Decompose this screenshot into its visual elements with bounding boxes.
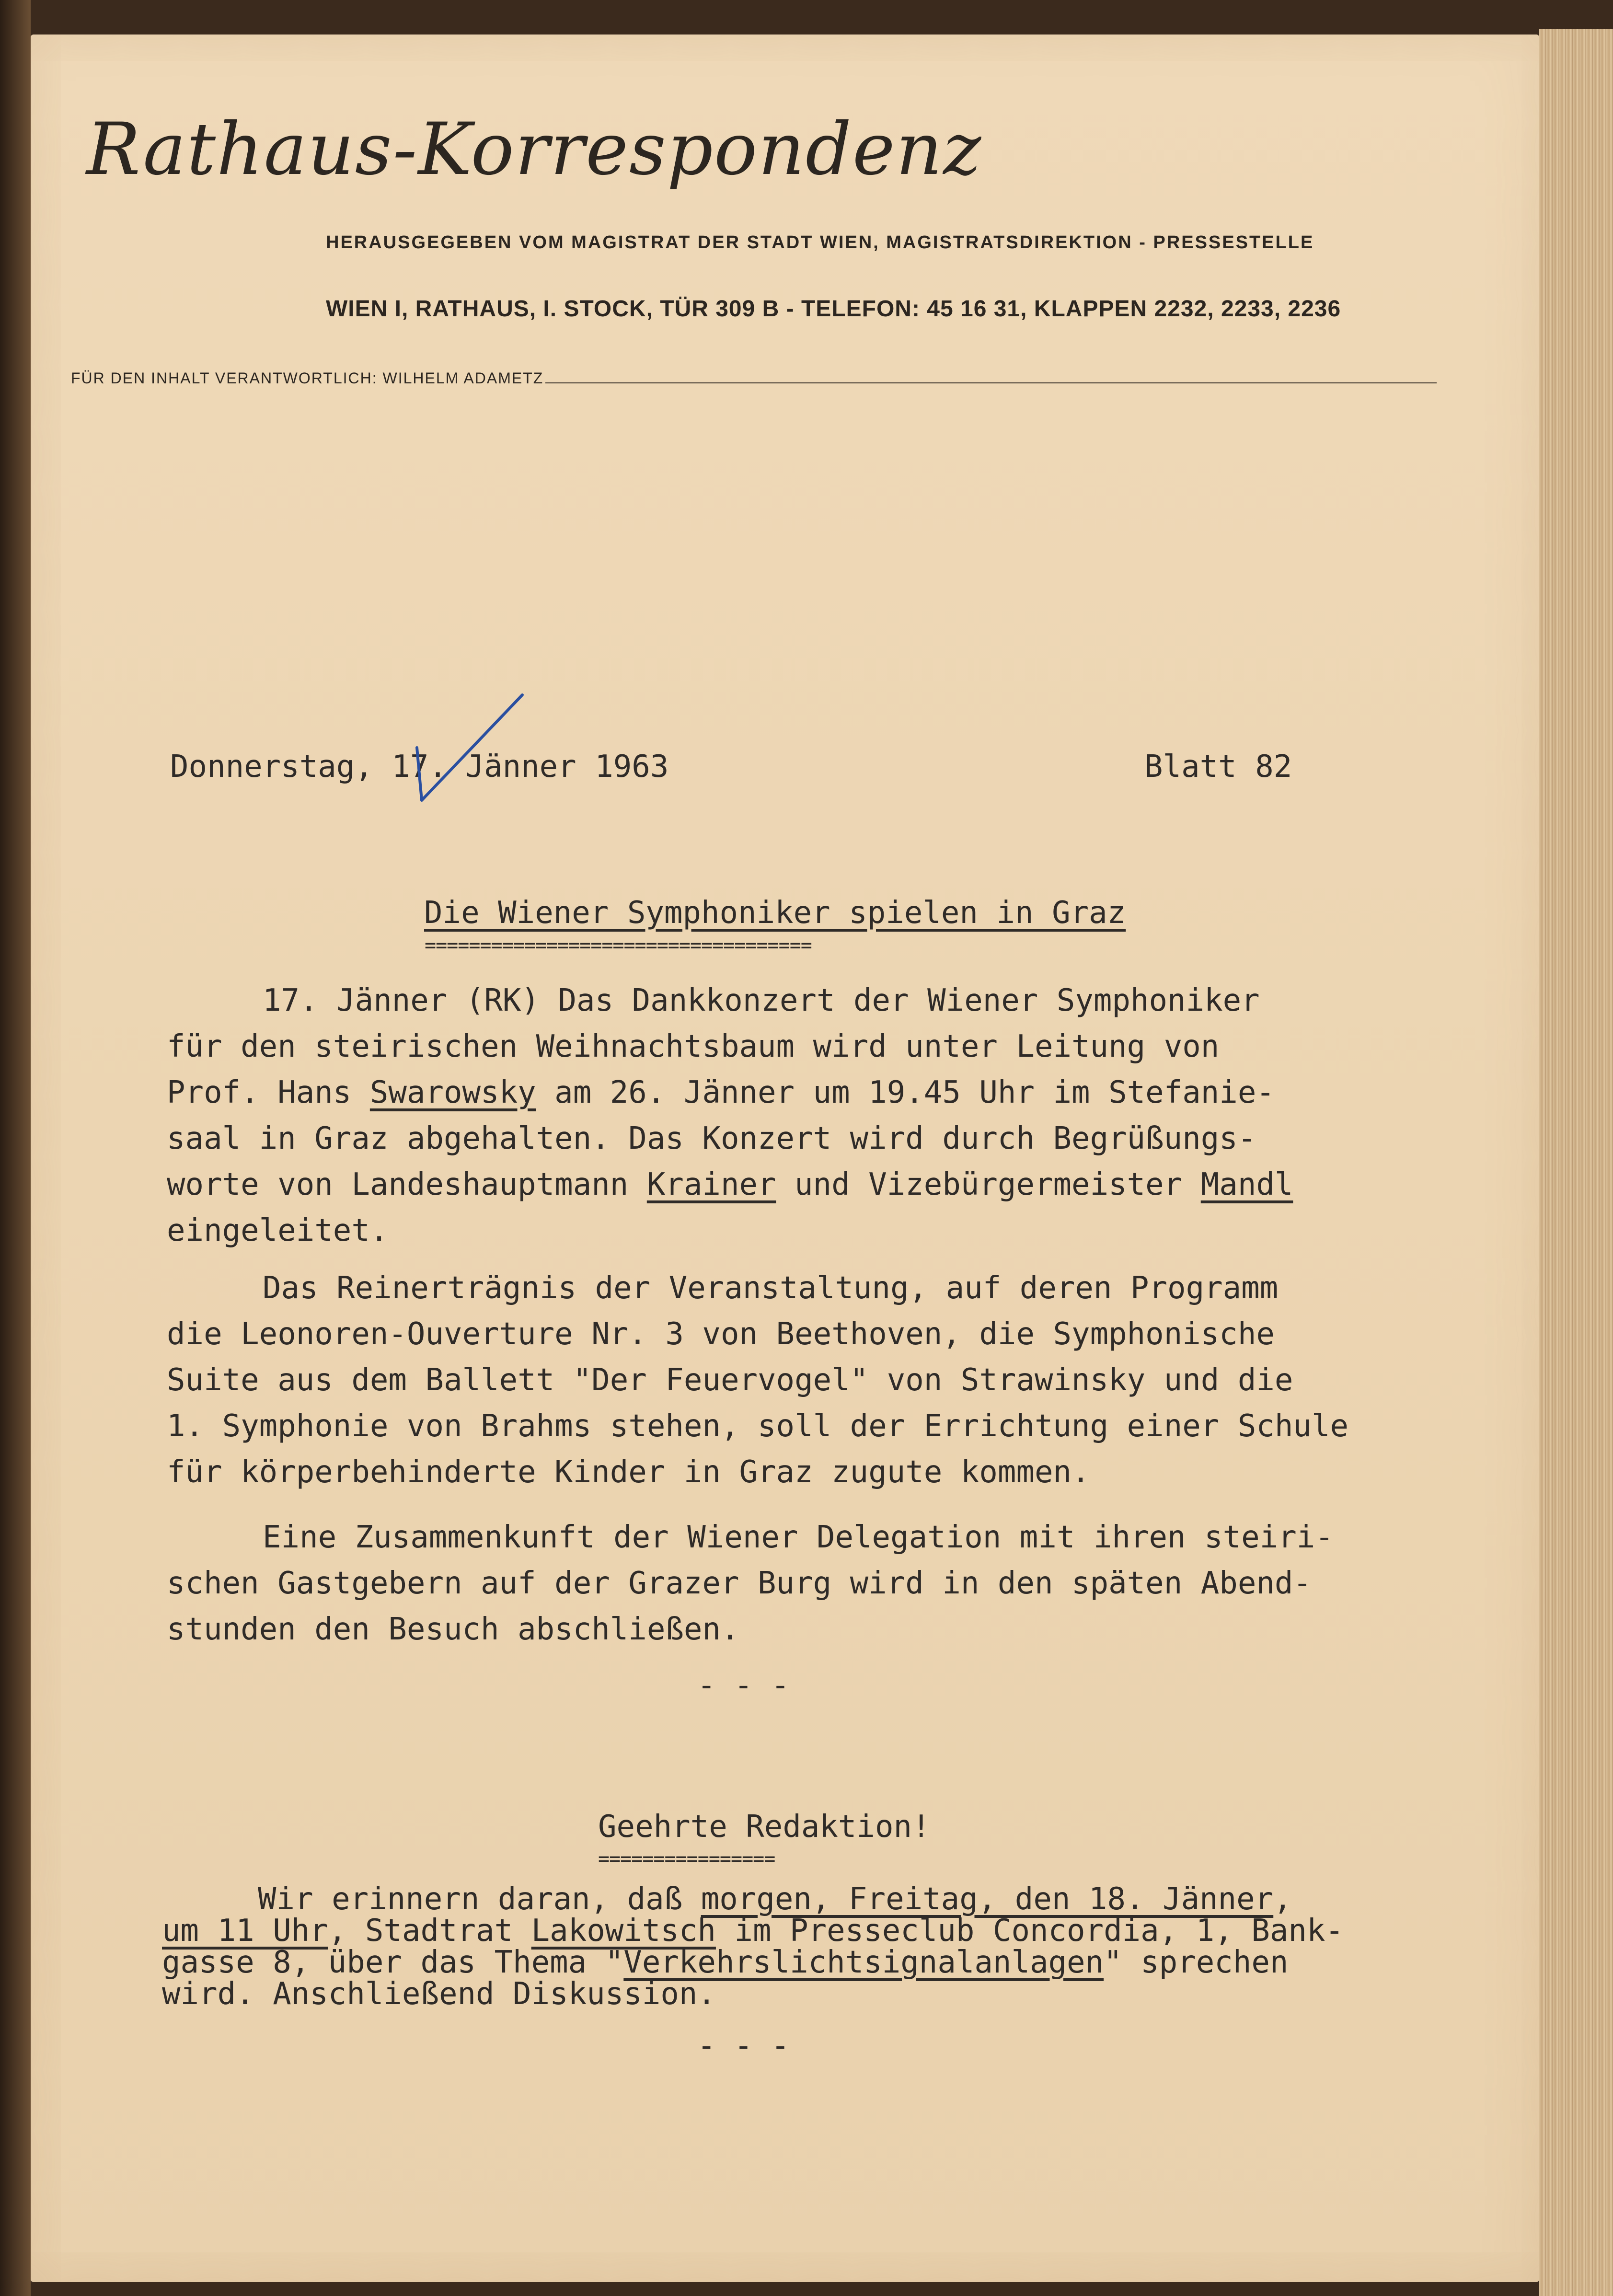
text-line: Eine Zusammenkunft der Wiener Delegation mit ihren steiri-: [263, 1520, 1334, 1555]
date-underlined: morgen, Freitag, den 18. Jänner: [701, 1881, 1274, 1917]
checkmark-icon: [407, 690, 527, 810]
page-edges: [1539, 29, 1613, 2296]
notice-underline: ================: [598, 1848, 775, 1870]
responsible-row: [71, 368, 1437, 387]
separator: - - -: [697, 1668, 790, 1703]
notice-headline: Geehrte Redaktion!: [598, 1809, 931, 1845]
text-line: [162, 1915, 1344, 1947]
text-span: " sprechen: [1104, 1945, 1289, 1980]
text-span: im Presseclub Concordia, 1, Bank-: [715, 1913, 1344, 1949]
text-line: 17. Jänner (RK) Das Dankkonzert der Wiener Symphoniker: [263, 983, 1260, 1018]
text-line: eingeleitet.: [167, 1213, 389, 1248]
masthead-publisher: HERAUSGEGEBEN VOM MAGISTRAT DER STADT WIEN, MAGISTRATSDIREKTION - PRESSESTELLE: [326, 232, 1314, 253]
masthead-address: WIEN I, RATHAUS, I. STOCK, TÜR 309 B - TELEFON: 45 16 31, KLAPPEN 2232, 2233, 2236: [326, 296, 1341, 322]
separator: - - -: [697, 2028, 790, 2064]
text-span: worte von Landeshauptmann: [167, 1167, 647, 1202]
responsible-label: FÜR DEN INHALT VERANTWORTLICH: WILHELM ADAMETZ: [71, 369, 544, 387]
name-mandl: Mandl: [1200, 1167, 1293, 1202]
text-line: [167, 1162, 1293, 1208]
headline-underline: ===================================: [425, 935, 812, 957]
name-lakowitsch: Lakowitsch: [531, 1913, 716, 1949]
text-line: die Leonoren-Ouverture Nr. 3 von Beethoven, die Symphonische: [167, 1316, 1275, 1352]
text-line: Das Reinerträgnis der Veranstaltung, auf deren Programm: [263, 1270, 1279, 1306]
text-line: schen Gastgebern auf der Grazer Burg wird in den späten Abend-: [167, 1566, 1312, 1601]
article-paragraph-2: [167, 1265, 1348, 1495]
text-line: [162, 1883, 1344, 1915]
text-line: 1. Symphonie von Brahms stehen, soll der Errichtung einer Schule: [167, 1408, 1348, 1444]
text-span: am 26. Jänner um 19.45 Uhr im Stefanie-: [536, 1075, 1275, 1110]
topic-underlined: Verkehrslichtsignalanlagen: [623, 1945, 1104, 1980]
text-line: für körperbehinderte Kinder in Graz zugute kommen.: [167, 1454, 1090, 1490]
article-headline: Die Wiener Symphoniker spielen in Graz: [424, 895, 1126, 931]
text-line: [167, 1070, 1293, 1116]
responsible-rule: [545, 382, 1437, 383]
name-swarowsky: Swarowsky: [369, 1075, 536, 1110]
masthead-title: Rathaus-Korrespondenz: [86, 108, 982, 191]
time-underlined: um 11 Uhr: [162, 1913, 328, 1949]
text-line: Suite aus dem Ballett "Der Feuervogel" von Strawinsky und die: [167, 1362, 1293, 1398]
notice-paragraph: [162, 1883, 1344, 2010]
text-line: für den steirischen Weihnachtsbaum wird unter Leitung von: [167, 1029, 1220, 1064]
text-span: gasse 8, über das Thema ": [162, 1945, 624, 1980]
text-span: Prof. Hans: [167, 1075, 370, 1110]
sheet-number: Blatt 82: [1144, 749, 1292, 785]
date-line: Donnerstag, 17. Jänner 1963: [170, 749, 669, 785]
article-paragraph-1: [167, 978, 1293, 1254]
binding-spine: [0, 0, 31, 2296]
text-line: stunden den Besuch abschließen.: [167, 1612, 739, 1647]
text-line: saal in Graz abgehalten. Das Konzert wird durch Begrüßungs-: [167, 1121, 1256, 1156]
text-span: , Stadtrat: [328, 1913, 531, 1949]
text-span: Wir erinnern daran, daß: [258, 1881, 701, 1917]
text-span: ,: [1273, 1881, 1292, 1917]
text-span: und Vizebürgermeister: [776, 1167, 1201, 1202]
name-krainer: Krainer: [646, 1167, 776, 1202]
text-line: wird. Anschließend Diskussion.: [162, 1976, 716, 2012]
article-paragraph-3: [167, 1514, 1334, 1652]
text-line: [162, 1947, 1344, 1978]
